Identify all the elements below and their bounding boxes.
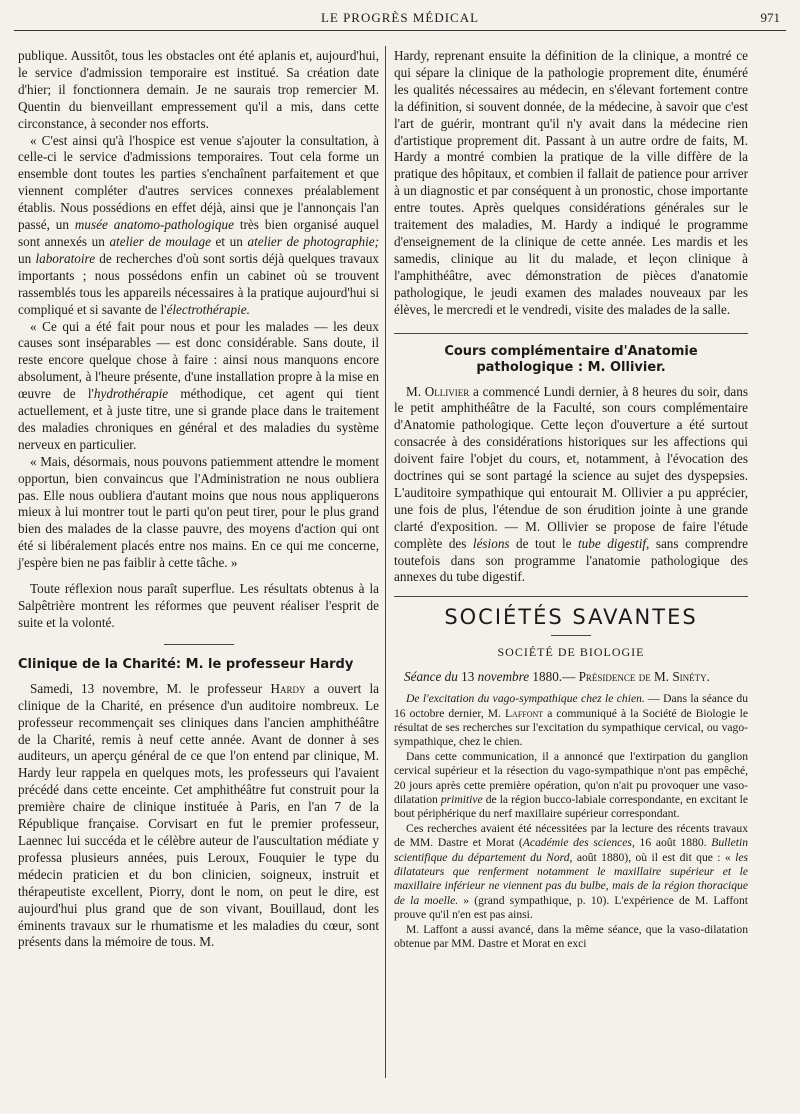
paragraph: Toute réflexion nous paraît superflue. Les résultats obtenus à la Salpêtrière montrent les réformes que peuvent réaliser l'esprit de suite et la volonté. [18,581,379,630]
right-column [394,48,748,952]
section-heading-clinique: Clinique de la Charité: M. le professeur Hardy [18,656,354,672]
societes-heading: SOCIÉTÉS SAVANTES [444,605,698,630]
paragraph: Samedi, 13 novembre, M. le professeur Hardy a ouvert la clinique de la Charité, en présence d'un auditoire nombreux. Le professeur recommençait ses cliniques dans l'ancien amphithéâtre de la Charité, remis à neuf cette année. Avant de donner à ses auditeurs, un aperçu général de ce que l'on entend par clinique, M. Hardy leur rappela en quelques mots, les professeurs qui l'avaient précédé dans cette enceinte. Cet amphithéâtre fut construit pour la première chaire de clinique instituée à Paris, en l'an 7 de la République française. Corvisart en fut le premier professeur, Laennec lui succéda et le célèbre auteur de l'auscultation médiate y professa plusieurs années, puis Leroux, Fouquier le type du médecin praticien et du bon clinicien, soigneux, instruit et thérapeutiste excellent, Piorry, dont le nom, on peut le dire, est aujourd'hui plus grand que de son vivant, Bouillaud, dont les éminents travaux sur le rhumatisme et les maladies du cœur, sont présents dans la mémoire de tous. M. [18,680,379,950]
paragraph: Ces recherches avaient été nécessitées par la lecture des récents travaux de MM. Dastre et Morat (Académie des sciences, 16 août 1880. Bulletin scientifique du département du Nord, août 1880), où il est dit que : « les dilatateurs que renferment notamment le maxillaire supérieur et le maxillaire inférieur ne viennent pas du bulbe, mais de la région thoracique de la moelle. » (grand sympathique, p. 10). L'expérience de M. Laffont prouve qu'il n'en est pas ainsi. [394,821,749,922]
paragraph: Dans cette communication, il a annoncé que l'extirpation du ganglion cervical supérieur et la résection du vago-sympathique n'ont pas empêché, 20 jours après cette première opération, qu'on n'ait pu provoquer une vaso-dilatation primitive de la région bucco-labiale correspondante, en excitant le bout périphérique du nerf maxillaire supérieur correspondant. [394,749,749,821]
paragraph: publique. Aussitôt, tous les obstacles ont été aplanis et, aujourd'hui, le service d'admission temporaire est institué. Sa création date d'hier; il fonctionnera demain. Je ne saurais trop remercier M. Quentin du bienveillant empressement qu'il a mis, dans cette circonstance, à seconder nos efforts. [18,48,379,131]
left-column [18,48,379,951]
paragraph: « C'est ainsi qu'à l'hospice est venue s'ajouter la consultation, à celle-ci le service d'admissions temporaires. Tout cela forme un ensemble dont toutes les parties s'enchaînent parfaitement et que viennent compléter d'autres services connexes préalablement établis. Nous possédions en effet déjà, ainsi que je l'annonçais l'an passé, un musée anatomo-pathologique très bien organisé auquel sont annexés un atelier de moulage et un atelier de photographie; un laboratoire de recherches d'où sont sortis déjà quelques travaux importants ; nous possédons enfin un cabinet où se trouvent rassemblés tous les appareils nécessaires à la pratique aujourd'hui si compliqué et si savante de l'électrothérapie. [18,132,380,317]
section-rule [164,644,234,645]
paragraph: Hardy, reprenant ensuite la définition de la clinique, a montré ce qui sépare la clinique de la pathologie proprement dite, énuméré les qualités nécessaires au médecin, en s'élevant fortement contre la définition, si souvent donnée, de la médecine, à savoir que c'est l'art de guérir, montrant qu'il n'y avait dans la médecine rien d'artistique proprement dit. Passant à un autre ordre de faits, M. Hardy a montré combien la pratique de la ville diffère de la pratique des hôpitaux, et combien il fallait de patience pour arriver à un diagnostic et par conséquent à un pronostic, chose importante entre toutes. Après quelques considérations générales sur le traitement des maladies, M. Hardy a indiqué le programme d'enseignement de la clinique de cette année. Les mardis et les samedis, clinique au lit du malade, et leçon clinique à l'amphithéâtre, avec démonstration de pièces d'anatomie pathologique, le jeudi examen des malades nouveaux par les élèves, le mercredi et le vendredi, visite des malades de la salle. [394,48,748,317]
paragraph: M. Laffont a aussi avancé, dans la même séance, que la vaso-dilatation obtenue par MM. Dastre et Morat en exci [394,922,748,951]
seance-line: Séance du 13 novembre 1880.— Présidence de M. Sinéty. [404,669,710,685]
column-divider [385,46,386,1078]
section-rule [394,333,748,334]
paragraph: M. Ollivier a commencé Lundi dernier, à 8 heures du soir, dans le petit amphithéâtre de la Faculté, son cours complémentaire d'Anatomie pathologique. Cette leçon d'ouverture a été surtout consacrée à des considérations historiques sur les affections qui doivent faire l'objet du cours, et, notamment, à l'évocation des doctrines qui se sont partagé la science au sujet des dyspepsies. L'auditoire sympathique qui entourait M. Ollivier a pu apprécier, une fois de plus, l'étendue de son érudition jointe à une grande clarté d'exposition. — M. Ollivier se propose de faire l'étude complète des lésions de tout le tube digestif, sans comprendre toutefois dans son programme l'anatomie pathologique des annexes du tube digestif. [394,383,748,585]
section-rule [394,596,748,597]
paragraph: De l'excitation du vago-sympathique chez le chien. — Dans la séance du 16 octobre dernier, M. Laffont a communiqué à la Société de Biologie le résultat de ses recherches sur l'excitation du sympathique cervical, ou vago-sympathique, chez le chien. [394,692,749,749]
running-header [14,10,786,31]
societe-biologie-heading: SOCIÉTÉ DE BIOLOGIE [497,645,645,660]
paragraph: « Ce qui a été fait pour nous et pour les malades — les deux causes sont inséparables — est donc considérable. Sans doute, il reste encore quelque chose à faire : ainsi nous manquons encore absolument, à l'heure présente, d'une installation propre à la mise en œuvre de l'hydrothérapie méthodique, cet agent qui tient actuellement, et à juste titre, une si grande place dans le traitement des maladies chroniques en général et des maladies du système nerveux en particulier. [18,318,379,452]
journal-title: LE PROGRÈS MÉDICAL [320,10,480,25]
paragraph: « Mais, désormais, nous pouvons patiemment attendre le moment opportun, bien convaincus que l'Administration ne nous oubliera pas. Elle nous oubliera d'autant moins que nous nous appliquerons mieux à lui montrer tout le parti qu'on peut tirer, pour le plus grand bien des malades de la classe pauvre, des moyens d'action qui ont été si libéralement placés entre nos mains. En ce qui me concerne, j'espère bien ne pas faiblir à cette tâche. » [18,453,379,571]
section-heading-cours: Cours complémentaire d'Anatomie pathologique : M. Ollivier. [444,343,698,375]
page-number: 971 [760,10,780,25]
heading-rule [551,635,591,636]
